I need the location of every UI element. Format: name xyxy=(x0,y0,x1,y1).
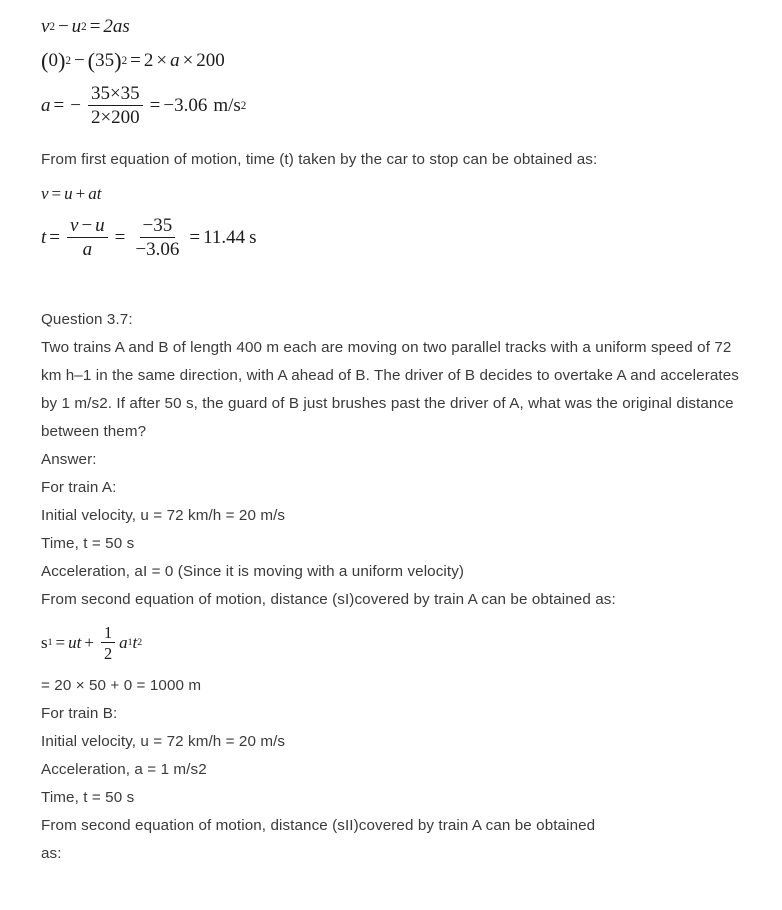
eq3-unit: m/s xyxy=(213,94,241,116)
eq5-result: 11.44 xyxy=(203,226,246,248)
eq3-fraction xyxy=(88,84,143,128)
eq4-plus: + xyxy=(75,183,86,203)
equation-kinematic-third: v 2 − u 2 = 2as xyxy=(41,16,130,37)
eq5-fraction-2 xyxy=(132,216,182,260)
eq2-open-paren-1: ( xyxy=(41,48,49,74)
equation-substitution: ( 0 ) 2 − ( 35 ) 2 = 2 × a × 200 xyxy=(41,48,225,74)
spacer xyxy=(41,130,748,146)
eq6-acceleration: a xyxy=(119,632,128,652)
spacer xyxy=(41,40,748,48)
eq6-frac-numerator: 1 xyxy=(101,624,115,643)
eq4-equals: = xyxy=(51,183,62,203)
eq6-half-fraction xyxy=(101,624,115,662)
eq3-equals: = xyxy=(53,94,65,116)
second-equation-intro-train-a: From second equation of motion, distance (sI)covered by train A can be obtained as: xyxy=(41,590,616,608)
eq5-num-u: u xyxy=(95,214,105,236)
train-a-heading: For train A: xyxy=(41,478,117,496)
eq5-denominator-2: −3.06 xyxy=(135,238,180,260)
train-b-acceleration: Acceleration, a = 1 m/s2 xyxy=(41,761,207,778)
train-b-initial-velocity: Initial velocity, u = 72 km/h = 20 m/s xyxy=(41,733,286,750)
eq6-ut: ut xyxy=(68,632,82,652)
eq2-rhs-a: a xyxy=(170,50,180,71)
eq5-unit: s xyxy=(249,226,257,248)
eq2-rhs-two: 2 xyxy=(143,50,154,71)
equation-kinematic-first xyxy=(41,184,748,204)
eq1-equals: = xyxy=(89,16,101,37)
eq6-plus: + xyxy=(84,632,94,652)
eq2-minus: − xyxy=(73,50,85,71)
spacer xyxy=(41,174,748,182)
eq3-result: −3.06 xyxy=(163,94,208,116)
question-body-text: Two trains A and B of length 400 m each are moving on two parallel tracks with a uniform speed of 72 km h–1 in the same direction, with A ahead of B. The driver of B decides to overtake A and accelerates by 1 m/s2. If after 50 s, the guard of B just brushes past the driver of A, what was the original distance between them? xyxy=(41,338,739,440)
eq5-equals-3: = xyxy=(189,226,201,248)
eq1-minus: − xyxy=(57,16,69,37)
eq4-v: v xyxy=(41,183,49,203)
equation-distance-s1: s 1 = ut + $\frac{1}{2}$ a 1 t 2 xyxy=(41,622,143,663)
eq2-close-paren-1: ) xyxy=(57,48,66,74)
eq1-u: u xyxy=(71,16,82,37)
eq2-zero: 0 xyxy=(48,50,58,71)
eq2-equals: = xyxy=(130,50,141,71)
eq2-times-1: × xyxy=(156,50,168,71)
eq6-s: s xyxy=(41,632,48,652)
eq5-num-v: v xyxy=(70,214,79,236)
eq6-t: t xyxy=(132,632,138,652)
eq5-num-minus: − xyxy=(81,214,93,236)
spacer xyxy=(41,614,748,622)
train-a-acceleration: Acceleration, aI = 0 (Since it is moving with a uniform velocity) xyxy=(41,562,465,580)
eq2-open-paren-2: ( xyxy=(87,48,96,74)
eq3-negative-sign: − xyxy=(70,94,81,116)
train-a-time: Time, t = 50 s xyxy=(41,534,135,552)
eq3-a: a xyxy=(41,94,51,116)
eq1-v: v xyxy=(41,16,50,37)
eq5-fraction-1 xyxy=(67,216,108,260)
eq6-frac-denominator: 2 xyxy=(103,643,113,663)
spacer xyxy=(41,664,748,672)
eq6-equals: = xyxy=(55,632,66,652)
second-equation-intro-train-b-continued: as: xyxy=(41,845,62,862)
spacer xyxy=(41,74,748,82)
first-equation-intro-text: From first equation of motion, time (t) taken by the car to stop can be obtained as: xyxy=(41,150,598,168)
s1-result: = 20 × 50 + 0 = 1000 m xyxy=(41,677,202,694)
spacer xyxy=(41,206,748,214)
eq3-equals-2: = xyxy=(149,94,161,116)
eq5-equals: = xyxy=(49,226,60,248)
equation-time xyxy=(41,216,748,260)
eq3-denominator: 2×200 xyxy=(90,106,140,128)
eq5-numerator-2: −35 xyxy=(140,216,176,238)
train-b-heading: For train B: xyxy=(41,705,118,722)
train-b-time: Time, t = 50 s xyxy=(41,789,135,806)
spacer-before-question xyxy=(41,262,748,306)
eq2-times-2: × xyxy=(182,50,194,71)
second-equation-intro-train-b: From second equation of motion, distance (sII)covered by train A can be obtained xyxy=(41,817,596,834)
answer-label: Answer: xyxy=(41,450,97,468)
eq2-rhs-200: 200 xyxy=(196,50,225,71)
eq5-equals-2: = xyxy=(114,226,126,248)
question-label: Question 3.7: xyxy=(41,310,133,328)
eq5-denominator-1: a xyxy=(82,238,93,260)
eq2-close-paren-2: ) xyxy=(114,48,122,74)
eq5-t: t xyxy=(41,226,47,248)
eq4-at: at xyxy=(88,183,102,203)
eq2-thirtyfive: 35 xyxy=(95,50,115,71)
eq4-u: u xyxy=(64,183,73,203)
train-a-initial-velocity: Initial velocity, u = 72 km/h = 20 m/s xyxy=(41,506,286,524)
equation-acceleration: a = − $\frac{35\times 35}{2\times 200}$ = −3.06 m/s 2 xyxy=(41,83,247,128)
eq5-numerator-1 xyxy=(67,216,108,238)
eq3-numerator: 35×35 xyxy=(88,84,143,106)
eq1-rhs: 2as xyxy=(103,16,130,37)
